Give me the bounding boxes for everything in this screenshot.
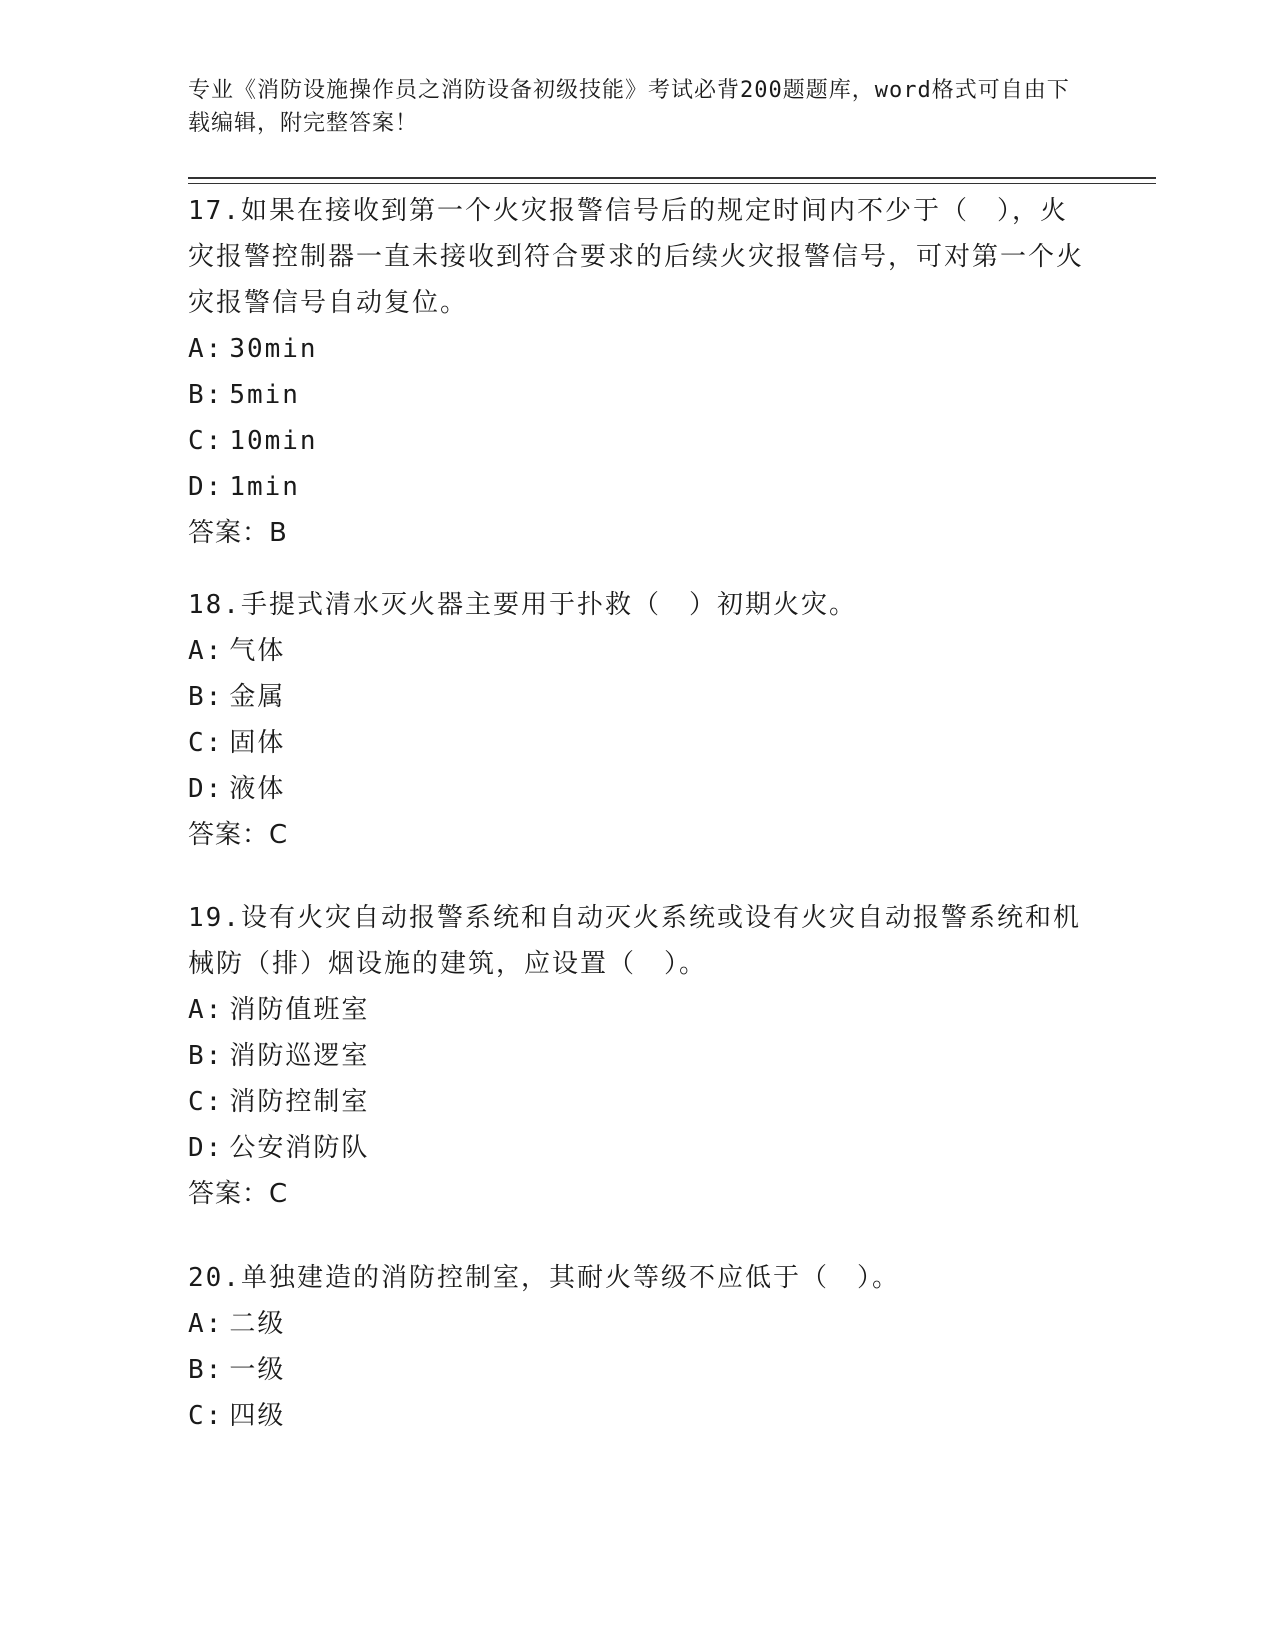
- header-divider: [188, 177, 1156, 179]
- option-d: D: 1min: [188, 472, 300, 502]
- option-d: D: 公安消防队: [188, 1133, 370, 1163]
- answer-label: 答案：B: [188, 518, 288, 548]
- option-a: A: 30min: [188, 334, 318, 364]
- question-20: [188, 1255, 1088, 1439]
- option-c: C: 四级: [188, 1401, 286, 1431]
- question-stem: 18.手提式清水灭火器主要用于扑救（ ）初期火灾。: [188, 590, 857, 620]
- option-b: B: 5min: [188, 380, 300, 410]
- option-b: B: 金属: [188, 682, 286, 712]
- option-d: D: 液体: [188, 774, 286, 804]
- answer-label: 答案：C: [188, 1179, 289, 1209]
- option-b: B: 消防巡逻室: [188, 1041, 370, 1071]
- answer-label: 答案：C: [188, 820, 289, 850]
- question-stem: 20.单独建造的消防控制室，其耐火等级不应低于（ ）。: [188, 1263, 900, 1293]
- option-c: C: 10min: [188, 426, 318, 456]
- header-divider-thin: [188, 183, 1156, 184]
- option-b: B: 一级: [188, 1355, 286, 1385]
- option-list: [188, 987, 1088, 1171]
- document-header: 专业《消防设施操作员之消防设备初级技能》考试必背200题题库，word格式可自由下载编辑，附完整答案！: [188, 78, 1070, 136]
- option-c: C: 消防控制室: [188, 1087, 370, 1117]
- question-18: [188, 582, 1088, 858]
- question-17: [188, 188, 1088, 556]
- option-a: A: 二级: [188, 1309, 286, 1339]
- question-stem: 17.如果在接收到第一个火灾报警信号后的规定时间内不少于（ ），火灾报警控制器一直未接收到符合要求的后续火灾报警信号，可对第一个火灾报警信号自动复位。: [188, 196, 1085, 318]
- option-c: C: 固体: [188, 728, 286, 758]
- option-list: [188, 1301, 1088, 1439]
- option-list: [188, 628, 1088, 812]
- option-list: [188, 326, 1088, 510]
- option-a: A: 消防值班室: [188, 995, 370, 1025]
- question-19: [188, 895, 1088, 1217]
- question-stem: 19.设有火灾自动报警系统和自动灭火系统或设有火灾自动报警系统和机械防（排）烟设施的建筑，应设置（ ）。: [188, 903, 1081, 979]
- option-a: A: 气体: [188, 636, 286, 666]
